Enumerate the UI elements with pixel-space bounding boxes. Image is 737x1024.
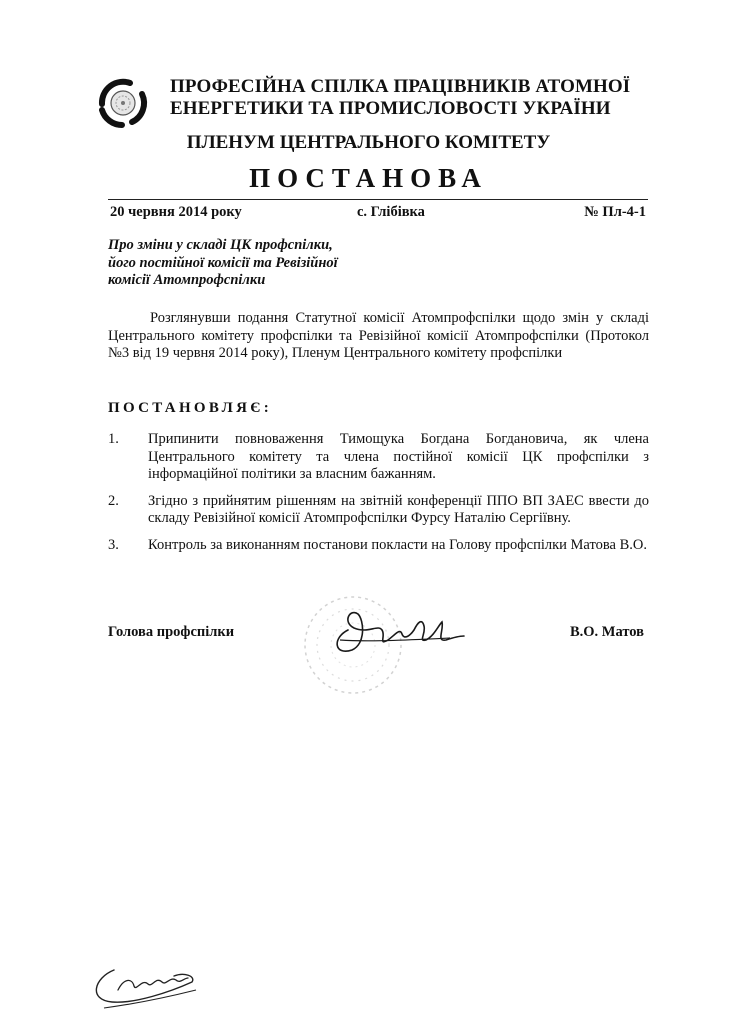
resolution-item — [108, 493, 649, 528]
document-title: ПОСТАНОВА — [249, 163, 488, 193]
resolves-heading: ПОСТАНОВЛЯЄ: — [108, 400, 272, 416]
item-number: 2. — [108, 492, 119, 509]
preamble-paragraph: Розглянувши подання Статутної комісії Атомпрофспілки щодо змін у складі Центрального комітету профспілки та Ревізійної комісії Атомпрофспілки (Протокол №3 від 19 червня 2014 року), Пленум Центрального комітету профспілки — [108, 310, 649, 361]
subject-line: його постійної комісії та Ревізійної — [108, 254, 338, 271]
item-number: 3. — [108, 536, 119, 553]
subject-line: комісії Атомпрофспілки — [108, 272, 266, 288]
header-divider — [108, 199, 648, 200]
signatory-name: В.О. Матов — [569, 624, 644, 640]
handwritten-note — [84, 956, 204, 1012]
document-date: 20 червня 2014 року — [110, 204, 242, 220]
handwritten-signature — [318, 600, 468, 660]
document-place: с. Глібівка — [357, 204, 425, 220]
item-text: Контроль за виконанням постанови покласти на Голову профспілки Матова В.О. — [148, 536, 647, 553]
body-name: ПЛЕНУМ ЦЕНТРАЛЬНОГО КОМІТЕТУ — [186, 132, 551, 153]
resolution-list — [108, 431, 649, 563]
union-emblem-icon — [94, 74, 152, 132]
resolution-item — [108, 431, 649, 484]
item-number: 1. — [108, 431, 119, 447]
organization-name-line-2: ЕНЕРГЕТИКИ ТА ПРОМИСЛОВОСТІ УКРАЇНИ — [170, 98, 611, 119]
item-text: Припинити повноваження Тимощука Богдана Богдановича, як члена Центрального комітету та члена постійної комісії ЦК профспілки з інформаційної політики за власним бажанням. — [148, 431, 649, 482]
resolution-item — [108, 537, 649, 555]
signatory-role: Голова профспілки — [108, 624, 235, 640]
document-subject — [108, 237, 408, 290]
subject-line: Про зміни у складі ЦК профспілки, — [108, 237, 333, 253]
document-number: № Пл-4-1 — [584, 204, 646, 220]
item-text: Згідно з прийнятим рішенням на звітній конференції ППО ВП ЗАЕС ввести до складу Ревізійної комісії Атомпрофспілки Фурсу Наталію Сергіївну. — [148, 492, 649, 526]
organization-name-line-1: ПРОФЕСІЙНА СПІЛКА ПРАЦІВНИКІВ АТОМНОЇ — [170, 76, 631, 97]
